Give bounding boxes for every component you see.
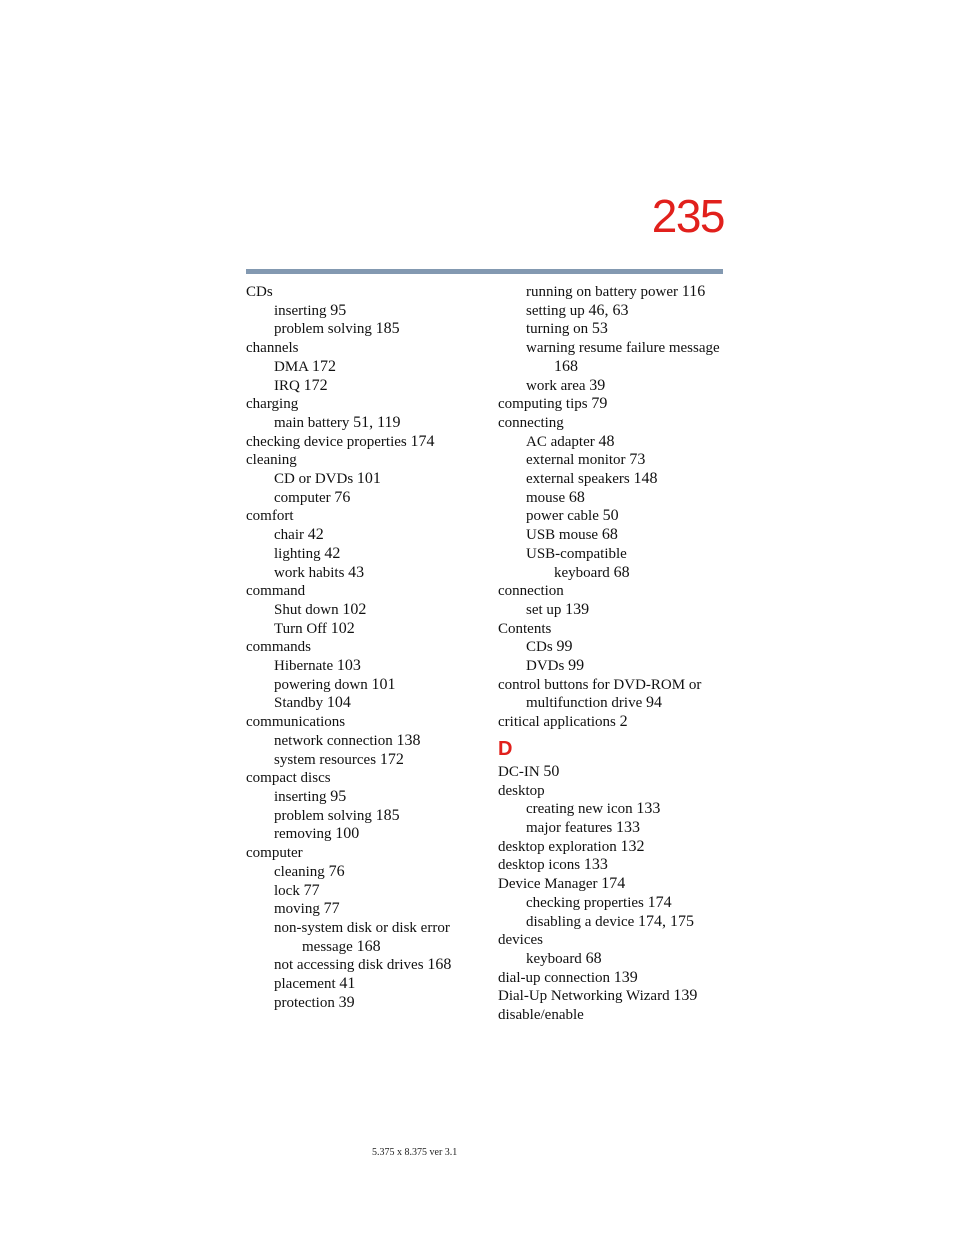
- index-term: disabling a device: [526, 913, 635, 930]
- index-page-ref: 139: [565, 600, 590, 618]
- page-number: 235: [651, 190, 724, 242]
- index-subentry: [246, 956, 476, 975]
- index-entry: [246, 451, 476, 470]
- index-page-ref: 68: [568, 488, 585, 506]
- index-subentry: [498, 433, 728, 452]
- index-term: warning resume failure message: [526, 340, 720, 357]
- index-term-continuation: [274, 938, 476, 957]
- index-subentry: [246, 807, 476, 826]
- index-entry: [246, 582, 476, 601]
- index-entry: [246, 395, 476, 414]
- index-term: cleaning: [274, 863, 325, 880]
- index-subentry: [498, 339, 728, 376]
- index-term: Hibernate: [274, 658, 334, 675]
- index-page-ref: 68: [585, 949, 602, 967]
- index-term: comfort: [246, 508, 294, 525]
- index-term: network connection: [274, 732, 393, 749]
- index-subentry: [498, 320, 728, 339]
- index-term: Dial-Up Networking Wizard: [498, 988, 670, 1005]
- index-page-ref: 42: [307, 526, 324, 544]
- index-page-ref: 103: [336, 657, 361, 675]
- index-term: DVDs: [526, 658, 565, 675]
- index-subentry: [246, 751, 476, 770]
- index-page-ref: 2: [619, 713, 628, 731]
- index-page-ref: 94: [645, 694, 662, 712]
- index-term: work habits: [274, 564, 345, 581]
- index-page-ref: 51, 119: [353, 413, 401, 431]
- index-entry: [498, 931, 728, 950]
- index-subentry: [246, 732, 476, 751]
- index-term: chair: [274, 527, 304, 544]
- index-term: problem solving: [274, 321, 372, 338]
- index-page-ref: 133: [615, 818, 640, 836]
- header-rule: [246, 269, 723, 274]
- index-entry: [498, 856, 728, 875]
- index-term: DC-IN: [498, 763, 540, 780]
- index-entry: [498, 987, 728, 1006]
- index-page-ref: 104: [326, 694, 351, 712]
- index-term: checking device properties: [246, 433, 407, 450]
- index-entry: [246, 844, 476, 863]
- index-term: Shut down: [274, 601, 339, 618]
- index-entry: [498, 414, 728, 433]
- index-page-ref: 77: [323, 900, 340, 918]
- index-subentry: [246, 825, 476, 844]
- index-term: Standby: [274, 695, 324, 712]
- index-term: protection: [274, 994, 335, 1011]
- index-page-ref: 101: [371, 675, 396, 693]
- index-page-ref: 174: [601, 875, 626, 893]
- index-entry: [498, 782, 728, 801]
- index-term: dial-up connection: [498, 969, 611, 986]
- index-entry: [498, 969, 728, 988]
- index-entry: [246, 507, 476, 526]
- index-term: running on battery power: [526, 284, 679, 300]
- index-subentry: [498, 913, 728, 932]
- index-column-left: [246, 283, 476, 1012]
- index-page-ref: 148: [633, 470, 658, 488]
- index-term: major features: [526, 819, 613, 836]
- index-term: connection: [498, 583, 564, 600]
- index-page-ref: 133: [636, 800, 661, 818]
- index-subentry: [498, 545, 728, 582]
- index-page-ref: 116: [681, 283, 706, 300]
- index-term: set up: [526, 601, 562, 618]
- index-term: AC adapter: [526, 433, 595, 450]
- index-subentry: [498, 377, 728, 396]
- index-subentry: [246, 900, 476, 919]
- index-page-ref: 139: [673, 987, 698, 1005]
- index-entry: [498, 838, 728, 857]
- index-term: CD or DVDs: [274, 471, 354, 488]
- index-term: inserting: [274, 788, 327, 805]
- index-subentry: [246, 526, 476, 545]
- index-page-ref: 139: [613, 968, 638, 986]
- index-page-ref: 76: [334, 488, 351, 506]
- index-page-ref: 79: [591, 395, 608, 413]
- index-page-ref: 172: [379, 750, 404, 768]
- index-page-ref: 168: [356, 937, 381, 955]
- index-term: main battery: [274, 414, 350, 431]
- index-subentry: [246, 620, 476, 639]
- index-page-ref: 95: [330, 301, 347, 319]
- index-entry: [498, 875, 728, 894]
- index-subentry: [498, 894, 728, 913]
- index-page-ref: 50: [602, 507, 619, 525]
- index-page-ref: 174: [410, 432, 435, 450]
- index-page-ref: 99: [556, 638, 573, 656]
- index-term: inserting: [274, 302, 327, 319]
- index-term: setting up: [526, 302, 585, 319]
- index-page-ref: 132: [620, 837, 645, 855]
- index-subentry: [246, 414, 476, 433]
- index-entry: [498, 1006, 728, 1025]
- index-subentry: [246, 601, 476, 620]
- index-column-right: [498, 283, 728, 1025]
- index-term-continued-text: keyboard: [554, 564, 610, 581]
- index-term: keyboard: [526, 950, 582, 967]
- index-page-ref: 102: [330, 619, 355, 637]
- index-page-ref: 76: [328, 862, 345, 880]
- index-subentry: [498, 638, 728, 657]
- index-subentry: [246, 657, 476, 676]
- index-term: control buttons for DVD-ROM or: [498, 676, 702, 693]
- index-term: CDs: [246, 284, 273, 300]
- index-term: command: [246, 583, 306, 600]
- index-term: channels: [246, 340, 299, 357]
- index-subentry: [498, 601, 728, 620]
- index-page-ref: 138: [396, 731, 421, 749]
- index-term: desktop: [498, 782, 545, 799]
- index-subentry: [246, 788, 476, 807]
- index-term-continued-text: multifunction drive: [526, 695, 643, 712]
- index-page-ref: 50: [543, 762, 560, 780]
- index-subentry: [246, 358, 476, 377]
- index-page-ref: 172: [311, 357, 336, 375]
- index-page-ref: 68: [613, 563, 630, 581]
- index-subentry: [246, 377, 476, 396]
- index-entry: [246, 769, 476, 788]
- index-term: external monitor: [526, 452, 626, 469]
- index-subentry: [246, 470, 476, 489]
- index-term: USB mouse: [526, 527, 599, 544]
- index-page-ref: 68: [601, 526, 618, 544]
- index-term: lock: [274, 882, 300, 899]
- index-subentry: [246, 676, 476, 695]
- index-entry: [246, 638, 476, 657]
- index-term: CDs: [526, 639, 553, 656]
- index-page-ref: 168: [554, 357, 578, 375]
- index-term: DMA: [274, 358, 309, 375]
- index-term: Contents: [498, 620, 552, 637]
- index-term: creating new icon: [526, 801, 633, 818]
- index-term: placement: [274, 976, 336, 993]
- index-term: moving: [274, 901, 320, 918]
- index-subentry: [498, 451, 728, 470]
- index-page-ref: 39: [589, 376, 606, 394]
- index-term-continuation: [498, 694, 728, 713]
- index-subentry: [498, 800, 728, 819]
- index-term: charging: [246, 396, 299, 413]
- index-page-ref: 73: [629, 451, 646, 469]
- index-term: mouse: [526, 489, 566, 506]
- index-term: external speakers: [526, 471, 630, 488]
- index-term: problem solving: [274, 807, 372, 824]
- index-page-ref: 168: [427, 956, 452, 974]
- index-subentry: [498, 302, 728, 321]
- index-page-ref: 174: [647, 893, 672, 911]
- index-group-d: [498, 763, 728, 1025]
- index-term-continuation: [526, 564, 728, 583]
- index-subentry: [246, 919, 476, 956]
- index-term: commands: [246, 639, 311, 656]
- index-page-ref: 185: [375, 320, 400, 338]
- index-subentry: [498, 819, 728, 838]
- index-term: lighting: [274, 545, 321, 562]
- index-page-ref: 99: [568, 657, 585, 675]
- index-page-ref: 43: [348, 563, 365, 581]
- index-term: computer: [274, 489, 331, 506]
- index-subentry: [246, 975, 476, 994]
- index-page-ref: 48: [598, 432, 615, 450]
- index-page-ref: 102: [342, 600, 367, 618]
- index-page-ref: 42: [324, 544, 341, 562]
- index-subentry: [246, 489, 476, 508]
- footer-note: 5.375 x 8.375 ver 3.1: [372, 1147, 458, 1158]
- index-term: work area: [526, 377, 586, 394]
- index-term: removing: [274, 826, 332, 843]
- index-subentry: [498, 489, 728, 508]
- section-letter: D: [498, 737, 513, 760]
- index-subentry: [498, 950, 728, 969]
- index-subentry: [498, 507, 728, 526]
- index-term: desktop exploration: [498, 838, 617, 855]
- index-entry: [498, 763, 728, 782]
- index-term: non-system disk or disk error: [274, 919, 450, 936]
- index-term: system resources: [274, 751, 377, 768]
- index-subentry: [498, 470, 728, 489]
- index-term: IRQ: [274, 377, 300, 394]
- index-term: cleaning: [246, 452, 297, 469]
- index-term: devices: [498, 932, 543, 949]
- index-page-ref: 174, 175: [638, 912, 695, 930]
- index-term: critical applications: [498, 714, 616, 731]
- index-term: Turn Off: [274, 620, 327, 637]
- index-subentry: [246, 320, 476, 339]
- index-page-ref: 41: [339, 975, 356, 993]
- index-entry: [246, 713, 476, 732]
- index-subentry: [498, 526, 728, 545]
- index-subentry: [246, 545, 476, 564]
- index-term: not accessing disk drives: [274, 957, 424, 974]
- index-entry: [498, 713, 728, 732]
- index-group-c-continued: [498, 283, 728, 732]
- index-entry: [246, 433, 476, 452]
- index-subentry: [246, 694, 476, 713]
- index-entry: [498, 582, 728, 601]
- index-term: compact discs: [246, 770, 331, 787]
- index-term: powering down: [274, 676, 368, 693]
- index-page-ref: 100: [335, 825, 360, 843]
- index-term: computer: [246, 845, 303, 862]
- index-page-ref: 185: [375, 806, 400, 824]
- index-term: USB-compatible: [526, 545, 627, 562]
- index-term: checking properties: [526, 894, 644, 911]
- index-subentry: [246, 302, 476, 321]
- index-page-ref: 39: [338, 993, 355, 1011]
- index-subentry: [246, 882, 476, 901]
- index-term-continuation: [526, 358, 728, 377]
- index-term: connecting: [498, 414, 564, 431]
- index-term: power cable: [526, 508, 599, 525]
- index-entry: [498, 620, 728, 639]
- index-page-ref: 95: [330, 787, 347, 805]
- index-term: disable/enable: [498, 1007, 584, 1024]
- index-entry: [498, 676, 728, 713]
- index-term: desktop icons: [498, 857, 581, 874]
- index-term: communications: [246, 714, 346, 731]
- index-page-ref: 46, 63: [588, 301, 629, 319]
- index-subentry: [246, 863, 476, 882]
- index-entry: [498, 395, 728, 414]
- index-entry: [246, 283, 476, 302]
- index-entry: [246, 339, 476, 358]
- index-subentry: [498, 657, 728, 676]
- index-page-ref: 101: [356, 470, 381, 488]
- index-page-ref: 133: [583, 856, 608, 874]
- index-term: computing tips: [498, 396, 588, 413]
- index-page-ref: 172: [303, 376, 328, 394]
- index-term: Device Manager: [498, 876, 598, 893]
- index-page-ref: 53: [591, 320, 608, 338]
- index-subentry: [498, 283, 728, 302]
- index-term-continued-text: message: [302, 938, 353, 955]
- index-subentry: [246, 564, 476, 583]
- index-term: turning on: [526, 321, 589, 338]
- index-page-ref: 77: [303, 881, 320, 899]
- index-subentry: [246, 994, 476, 1013]
